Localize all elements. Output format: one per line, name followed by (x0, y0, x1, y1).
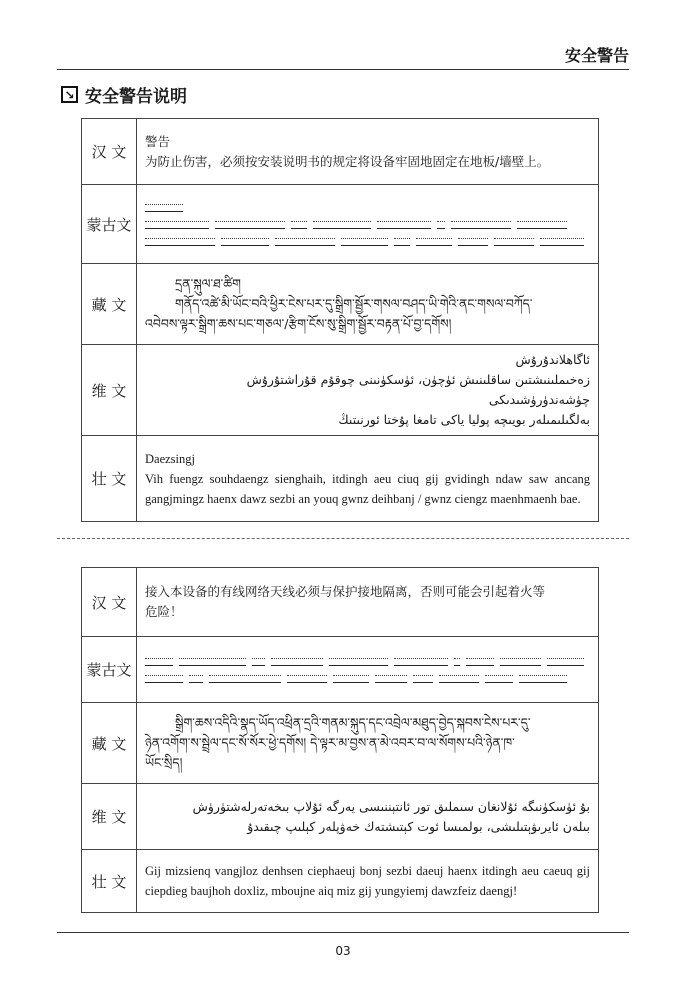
row-uyghur (82, 784, 599, 850)
label-uyghur: 维 文 (82, 784, 137, 850)
section-title: 安全警告说明 (85, 87, 187, 107)
row-uyghur (82, 345, 599, 436)
content-mongolian (137, 185, 599, 264)
content-uyghur (137, 345, 599, 436)
warning-heading-zh: 警告 (145, 133, 171, 149)
label-mongolian: 蒙古文 (82, 185, 137, 264)
label-tibetan: 藏 文 (82, 703, 137, 784)
warning-text-ug-1: زەخىملىنىشتىن ساقلىنىش ئۈچۈن، ئۈسكۈنىنى چوقۇم قۇراشتۇرۇش چۈشەندۈرۈشىدىكى (246, 372, 590, 407)
footer-divider (57, 932, 629, 933)
warning-text-zh-1: 接入本设备的有线网络天线必须与保护接地隔离，否则可能会引起着火等 (145, 584, 546, 599)
arrow-down-right-icon: ↘ (61, 86, 78, 103)
content-chinese (137, 568, 599, 637)
label-tibetan: 藏 文 (82, 264, 137, 345)
row-tibetan (82, 264, 599, 345)
mongolian-line-1 (145, 199, 590, 216)
mongolian-line-2 (145, 216, 590, 233)
label-mongolian: 蒙古文 (82, 637, 137, 703)
warning-text-za: Gij mizsienq vangjloz denhsen ciephaeuj bonj sezbi daeuj haenx itdingh aeu caeuq gij ciepdieg baujhoh doxliz, mboujne aiq miz gij yungyiemj dawzfeiz daengj! (145, 864, 590, 898)
row-chinese (82, 568, 599, 637)
warning-table-2 (81, 567, 599, 913)
row-zhuang (82, 436, 599, 522)
warning-text-za: Vih fuengz souhdaengz sienghaih, itdingh aeu ciuq gij gvidingh ndaw saw ancang gangjmingz haenx dawz sezbi an youq gwnz deihbanj / gwnz ciengz maenhmaenh bae. (145, 471, 590, 506)
warning-text-zh-2: 危险！ (145, 604, 183, 619)
row-chinese (82, 119, 599, 185)
label-chinese: 汉 文 (82, 119, 137, 185)
warning-text-bo-1: གནོད་འཚེ་མི་ཡོང་བའི་ཕྱིར་ངེས་པར་དུ་སྒྲིག་སྦྱོར་གསལ་བཤད་ཡི་གེའི་ནང་གསལ་བཀོད་ (175, 296, 533, 311)
warning-text-bo-3: ཡོང་སྲིད། (145, 755, 183, 770)
section-separator (57, 538, 629, 539)
content-tibetan (137, 703, 599, 784)
page-number: 03 (335, 944, 351, 958)
mongolian-line-2 (145, 670, 590, 687)
content-tibetan (137, 264, 599, 345)
content-zhuang (137, 436, 599, 522)
row-zhuang (82, 850, 599, 913)
header-title: 安全警告 (564, 46, 629, 65)
section-heading (61, 82, 187, 107)
header-divider (57, 69, 629, 70)
label-chinese: 汉 文 (82, 568, 137, 637)
mongolian-line-3 (145, 233, 590, 250)
warning-heading-za: Daezsingj (145, 451, 195, 466)
warning-text-ug-2: بىلەن ئايرىۋېتىلىشى، بولمىسا ئوت كېتىشتەك خەۋپلەر كېلىپ چىقىدۇ (247, 818, 590, 834)
content-uyghur (137, 784, 599, 850)
warning-text-ug-2: بەلگىلىمىلەر بويىچە پوليا ياكى تامغا پۇختا ئورنىتىڭ (338, 412, 590, 427)
label-uyghur: 维 文 (82, 345, 137, 436)
label-zhuang: 壮 文 (82, 850, 137, 913)
row-tibetan (82, 703, 599, 784)
warning-text-bo-1: སྒྲིག་ཆས་འདིའི་སྣད་ཡོད་འཕྲིན་དྲའི་གནམ་སྐུད་དང་འབྲེལ་མཐུད་བྱེད་སྐབས་ངེས་པར་དུ་ (175, 715, 531, 730)
warning-heading-bo: དྲན་སྐུལ་ཐ་ཚིག (175, 276, 241, 291)
warning-heading-ug: ئاگاھلاندۇرۇش (515, 352, 590, 367)
label-zhuang: 壮 文 (82, 436, 137, 522)
warning-text-bo-2: ཉེན་འགོག་ས་སྦྲེལ་དང་སོ་སོར་ཕྱེ་དགོས། དེ་ལྟར་མ་བྱས་ན་མེ་འབར་བ་ལ་སོགས་པའི་ཉེན་ཁ་ (145, 735, 515, 750)
warning-text-ug-1: بۇ ئۈسكۈنىگە ئۇلانغان سىملىق تور ئانتېننىسى يەرگە ئۇلاپ بىخەتەرلەشتۈرۈش (192, 798, 590, 814)
mongolian-line-1 (145, 653, 590, 670)
warning-text-zh: 为防止伤害，必须按安装说明书的规定将设备牢固地固定在地板/墙壁上。 (145, 153, 550, 169)
content-mongolian (137, 637, 599, 703)
warning-table-1 (81, 118, 599, 522)
mongolian-script-glyph (145, 202, 183, 212)
content-zhuang (137, 850, 599, 913)
row-mongolian (82, 637, 599, 703)
content-chinese (137, 119, 599, 185)
row-mongolian (82, 185, 599, 264)
warning-text-bo-2: འབེབས་ལྟར་སྒྲིག་ཆས་པང་གཅལ་/རྩིག་ངོས་སུ་སྒྲིག་སྦྱོར་བརྟན་པོ་བྱ་དགོས། (145, 316, 452, 331)
